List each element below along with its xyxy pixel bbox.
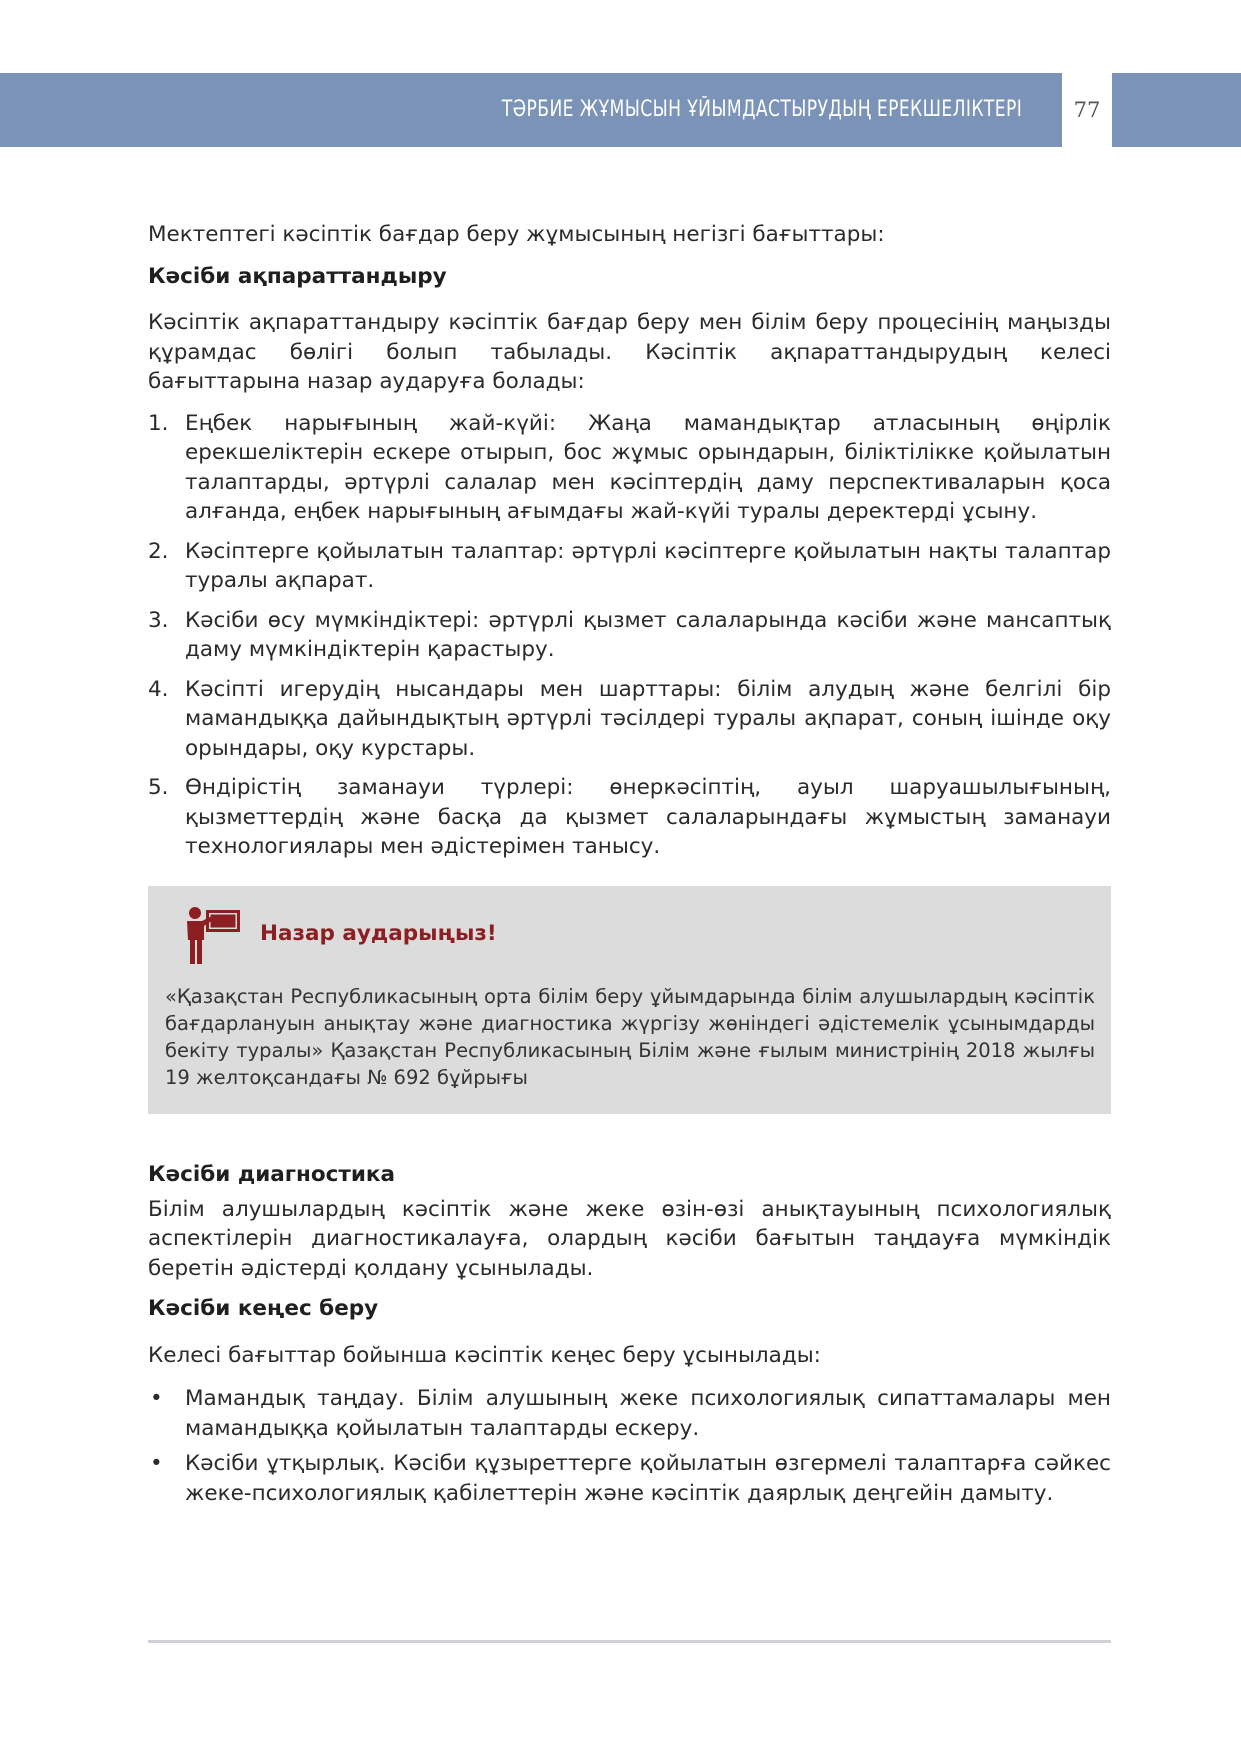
header-bar-right [1112,73,1241,147]
list-item: 5. Өндірістің заманауи түрлері: өнеркәсіптің, ауыл шаруашылығының, қызметтердің және басқа да қызмет салаларындағы жұмыстың заманауи технологиялары мен әдістерімен танысу. [148,775,1111,859]
list-item: • Мамандық таңдау. Білім алушының жеке психологиялық сипаттамалары мен мамандыққа қойылатын талаптарды ескеру. [150,1386,1111,1441]
note-text: «Қазақстан Республикасының орта білім беру ұйымдарында білім алушылардың кәсіптік бағдарлануын анықтау және диагностика жүргізу жөніндегі әдістемелік ұсынымдарды бекіту туралы» Қазақстан Республикасының Білім және ғылым министрінің 2018 жылғы 19 желтоқсандағы № 692 бұйрығы [165,985,1095,1089]
section-paragraph-informing: Кәсіптік ақпараттандыру кәсіптік бағдар беру мен білім беру процесінің маңызды құрамдас бөлігі болып табылады. Кәсіптік ақпараттандырудың келесі бағыттарына назар аударуға болады: [148,310,1111,394]
intro-paragraph: Мектептегі кәсіптік бағдар беру жұмысының негізгі бағыттары: [148,222,885,247]
list-item: 4. Кәсіпті игерудің нысандары мен шарттары: білім алудың және белгілі бір мамандыққа дайындықтың әртүрлі тәсілдері туралы ақпарат, соның ішінде оқу орындары, оқу курстары. [148,676,1111,761]
bullet-list [148,1384,1111,1508]
section-paragraph-diagnostics: Білім алушылардың кәсіптік және жеке өзін-өзі анықтауының психологиялық аспектілерін диагностикалауға, олардың кәсіби бағытын таңдауға мүмкіндік беретін әдістерді қолдану ұсынылады. [148,1196,1111,1281]
page-number: 77 [1073,98,1101,122]
section-paragraph-counseling: Келесі бағыттар бойынша кәсіптік кеңес беру ұсынылады: [148,1342,821,1368]
list-item: 2. Кәсіптерге қойылатын талаптар: әртүрлі кәсіптерге қойылатын нақты талаптар туралы ақпарат. [148,538,1111,593]
footer-rule [148,1640,1111,1643]
teacher-presentation-icon [182,904,244,966]
header-bar [0,73,1062,147]
list-item: 1. Еңбек нарығының жай-күйі: Жаңа мамандықтар атласының өңірлік ерекшеліктерін ескере отырып, бос жұмыс орындарын, біліктілікке қойылатын талаптарды, әртүрлі салалар мен кәсіптердің даму перспективаларын қоса алғанда, еңбек нарығының ағымдағы жай-күйі туралы деректерді ұсыну. [148,410,1111,524]
running-header-title: ТӘРБИЕ ЖҰМЫСЫН ҰЙЫМДАСТЫРУДЫҢ ЕРЕКШЕЛІКТЕРІ [501,97,1022,122]
note-title: Назар аударыңыз! [260,921,497,946]
section-heading-diagnostics: Кәсіби диагностика [148,1162,395,1187]
lower-content [148,1160,1111,1514]
section-heading-counseling: Кәсіби кеңес беру [148,1296,379,1321]
section-heading-informing: Кәсіби ақпараттандыру [148,263,447,289]
list-item: 3. Кәсіби өсу мүмкіндіктері: әртүрлі қызмет салаларында кәсіби және мансаптық даму мүмкіндіктерін қарастыру. [148,607,1111,662]
list-item: • Кәсіби ұтқырлық. Кәсіби құзыреттерге қойылатын өзгермелі талаптарға сәйкес жеке-психологиялық қабілеттерін және кәсіптік даярлық деңгейін дамыту. [150,1451,1111,1506]
attention-note-box [148,886,1111,1114]
main-content [148,220,1111,872]
numbered-list [148,409,1111,862]
